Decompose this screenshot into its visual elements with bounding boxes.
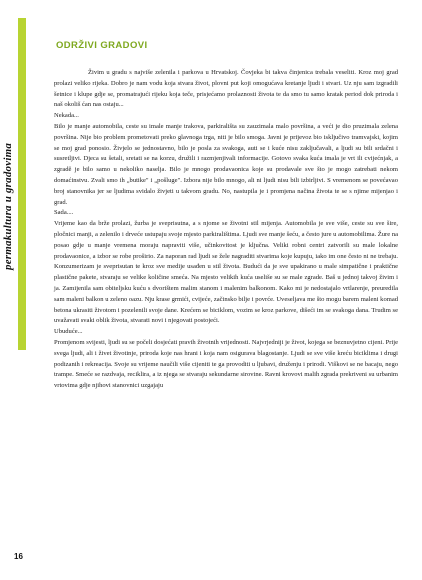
page-number: 16 bbox=[14, 552, 23, 561]
section-title-vertical: permakultura u gradovima bbox=[2, 142, 14, 270]
paragraph: Vrijeme kao da brže prolazi, žurba je sveprisutna, a s njome se životni stil mijenja. Automobila je sve više, ceste su sve šire, pločnici manji, a zelenilo i drveće ustupaju svoje mjesto parkiralištima. Ljudi sve manje šeću, a često jure u automobilima. Žure na posao gdje u manje vremena moraju napraviti više, učinkovitost je ključna. Veliki robni centri zatvorili su male lokalne prodavaonice, a izbor se robe proširio. Za naporan rad ljudi se žele nagraditi stvarima koje kupuju, iako im one često ni ne trebaju. Konzumerizam je sveprisutan te kroz sve medije usađen u stil života. Budući da je sve upakirano u male simpatične i praktične plastične pakete, stvaraju se velike količine smeća. Na mjesto velikih kuća useliše su se male zgrade. Baš u jednoj takvoj živim i ja. Zamijenila sam obiteljsku kuću s dvorištem malim stanom i malenim balkonom. Kako mi je nedostajalo vrtlarenje, preuredila sam maleni balkon u zeleno oazu. Nju krase grmići, cvijeće, začinsko bilje i povrće. Uveseljava me što mogu barem maleni komad betona ukrasiti životom i pozelenili svoje dane. Krećem se biciklom, vozim se kroz parkove, dišeći im se svakoga dana. Trudim se uvažavati svaki oblik života, stvarati novi i njegovati postojeći. bbox=[54, 220, 398, 325]
green-stripe bbox=[18, 18, 26, 350]
paragraph: Sada.... bbox=[54, 209, 74, 217]
article-body bbox=[54, 68, 398, 392]
paragraph: Nekada... bbox=[54, 112, 79, 120]
paragraph: Promjenom svijesti, ljudi su se počeli dosjećati pravih životnih vrijednosti. Najvrjedniji je život, kojega se beznuvjetno cijeni. Prije svega ljudi, ali i živet životinje, priroda koje nas hrani i koja nam osigurava blagostanje. Ljudi se sve više kreću biciklima i drugi podizanih i rekreacija. Svoje su vrijeme naučili više cijeniti te ga provoditi u ljubavi, druženju i prirodi. Viškovi se ne bacaju, nego trampe. Smeće se razdvaja, reciklira, a iz njega se stvaraju sekundarne sirovine. Ravni krovovi malih zgrada prekriveni su urbanim vrtovima gdje njihovi stanovnici uzgajaju bbox=[54, 338, 398, 390]
paragraph: Bilo je manje automobila, ceste su imale manje trakova, parkirališta su zauzimala malo površina, a veći je dio pruzimala zelena površina. Nije bio problem prometovati preko glavnoga trga, niti je bilo smoga. Javni je prijevoz bio isključivo tramvajski, kojim se moj grad ponosio. Živjelo se jednostavno, bilo je posla za svakoga, auti se i kuće nisu zaključavali, a ljudi su bili srdačni i susretljivi. Djeca su šetali, sretati se na korzu, družili i razmjenjivali informacije. Gotovo svaka kuća imala je vrt ili cvijećnjak, a zgradě je bilo samo u nekoliko naselja. Bilo je mnogo prodavaonica koje su prodavale sve što je mogo zatrebati nekom domaćinstvu. Zvali smo ih „butike" i „pošluge". Izbora nije bilo mnogo, ali ni ljudi nisu bili izbirljivi. S vremenom se povećavao broj stanovnika jer se ljudima svidalo živjeti u takvom gradu. No, nastupila je i promjena načina života te se s njime mijenjao i grad. bbox=[54, 122, 398, 206]
paragraph: Živim u gradu s najviše zelenila i parkova u Hrvatskoj. Čovjeka bi takva činjenica trebala veseliti. Kroz moj grad prolazi veliko rijeka. Dobro je nam vodu koja stvara život, plovni put koji omogućava kretanje ljudi i stvari. Uz nju sam izgradili šetnice i klupe gdje se, promatrajući rijeku koja teče, prisjećamo prolaznosti života te da smo tu samo kratak period dok priroda i naš okoliš ćan nas ostaju... bbox=[54, 69, 398, 109]
article-heading: ODRŽIVI GRADOVI bbox=[56, 40, 148, 51]
sidebar bbox=[0, 0, 30, 580]
paragraph: Ubuduće... bbox=[54, 328, 83, 336]
